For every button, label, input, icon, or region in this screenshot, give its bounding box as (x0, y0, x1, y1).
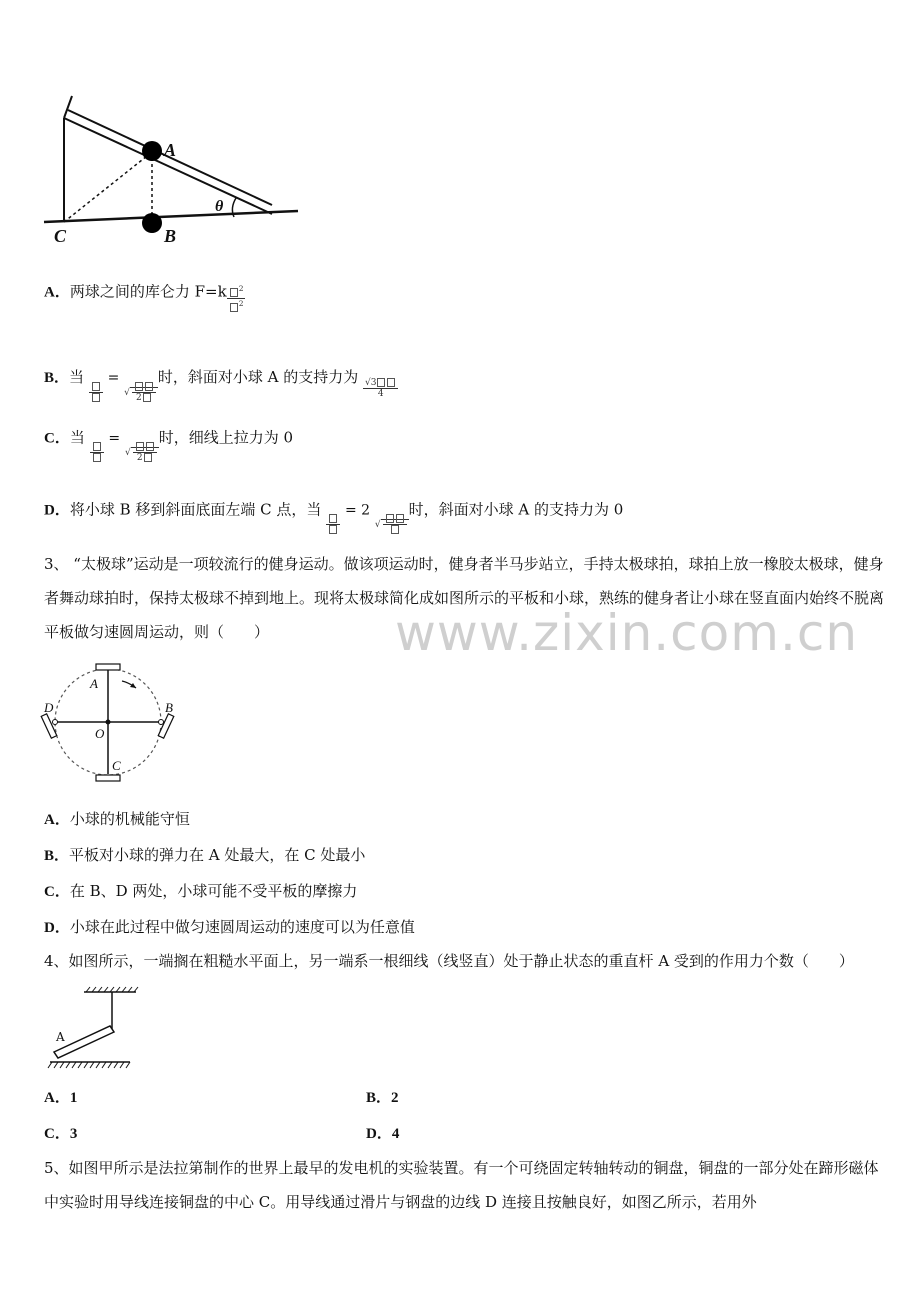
watermark: www.zixin.com.cn (395, 604, 859, 662)
rod-figure (44, 986, 144, 1072)
label-a: A (164, 140, 177, 160)
q2-option-b[interactable]: B．当 = √ 2 时，斜面对小球 A 的支持力为 $\frac{√3}{4}$ (44, 342, 398, 403)
label-b: B (164, 226, 177, 246)
q3-option-a[interactable] (44, 808, 190, 829)
option-text: 3 (69, 1126, 78, 1142)
formula-sqrt: √ 2 (125, 442, 159, 463)
option-text: 时，斜面对小球 A 的支持力为 (157, 368, 359, 386)
q2-option-c[interactable]: C．当 = √ 2 时，细线上拉力为 0 (44, 428, 293, 463)
option-prefix: B． (44, 848, 70, 864)
label-c: C (54, 226, 67, 246)
taiji-label-o: O (95, 726, 105, 741)
formula-fraction (326, 514, 340, 535)
q3-option-b[interactable] (44, 844, 365, 865)
option-prefix: B． (44, 370, 70, 386)
option-prefix: A． (44, 812, 70, 828)
option-prefix: D． (44, 502, 70, 519)
taiji-label-b: B (165, 700, 173, 715)
formula-fraction (89, 382, 103, 403)
q4-option-c[interactable] (44, 1122, 77, 1143)
option-text: 当 (69, 428, 85, 447)
option-prefix: D． (366, 1126, 392, 1142)
option-text: 平板对小球的弹力在 A 处最大，在 C 处最小 (69, 846, 366, 864)
q4-option-d[interactable] (366, 1122, 399, 1143)
formula-fraction: $\frac{√3}{4}$ (363, 378, 398, 399)
option-prefix: C． (44, 430, 70, 447)
taiji-label-a: A (90, 676, 98, 691)
option-text: 将小球 B 移到斜面底面左端 C 点，当 (69, 500, 322, 519)
option-text: 小球在此过程中做匀速圆周运动的速度可以为任意值 (69, 918, 415, 936)
q3-option-c[interactable] (44, 880, 357, 901)
q4-stem: 4、如图所示，一端搁在粗糙水平面上，另一端系一根细线（线竖直）处于静止状态的重直杆 A 受到的作用力个数（ ） (44, 952, 854, 970)
q4-option-a[interactable] (44, 1086, 77, 1107)
option-text: 2 (391, 1090, 399, 1106)
q4-option-b[interactable] (366, 1086, 399, 1107)
option-text: 时，斜面对小球 A 的支持力为 0 (408, 500, 624, 519)
taiji-label-d: D (44, 700, 54, 715)
taiji-label-c: C (112, 758, 121, 773)
formula-sqrt: √ (375, 514, 409, 535)
option-text: 在 B、D 两处，小球可能不受平板的摩擦力 (69, 882, 358, 900)
option-prefix: B． (366, 1090, 392, 1106)
q2-option-a[interactable] (44, 272, 245, 313)
formula-fraction: $\frac{^2}{^2}$ (227, 284, 246, 313)
option-prefix: D． (44, 920, 70, 936)
rod-label-a: A (56, 1030, 65, 1044)
option-prefix: C． (44, 1126, 70, 1142)
option-text: 当 (69, 368, 85, 386)
q2-option-d[interactable]: D．将小球 B 移到斜面底面左端 C 点，当 = 2 √ 时，斜面对小球 A 的支持力为 0 (44, 486, 623, 535)
q3-option-d[interactable] (44, 916, 415, 937)
option-text: 小球的机械能守恒 (69, 810, 190, 828)
label-theta: θ (215, 198, 224, 215)
formula-fraction (90, 442, 104, 463)
formula-sqrt: √ 2 (124, 382, 158, 403)
option-text: 4 (391, 1126, 400, 1142)
q5-stem: 5、如图甲所示是法拉第制作的世界上最早的发电机的实验装置。有一个可绕固定转轴转动的铜盘，铜盘的一部分处在蹄形磁体中实验时用导线连接铜盘的中心 C。用导线通过滑片与钢盘的边线 D 连接且按触良好，如图乙所示，若用外 (44, 1159, 879, 1211)
option-prefix: C． (44, 884, 70, 900)
option-prefix: A． (44, 1090, 70, 1106)
option-text: 两球之间的库仑力 F=k (69, 282, 227, 301)
q3-stem: 3、 “太极球”运动是一项较流行的健身运动。做该项运动时，健身者半马步站立，手持太极球拍，球拍上放一橡胶太极球，健身者舞动球拍时，保持太极球不掉到地上。现将太极球简化成如图所示的平板和小球，熟练的健身者让小球在竖直面内始终不脱离平板做匀速圆周运动，则（ ） (44, 555, 885, 641)
option-prefix: A． (44, 284, 70, 301)
option-text: 1 (69, 1090, 78, 1106)
option-text: 时，细线上拉力为 0 (158, 428, 293, 447)
